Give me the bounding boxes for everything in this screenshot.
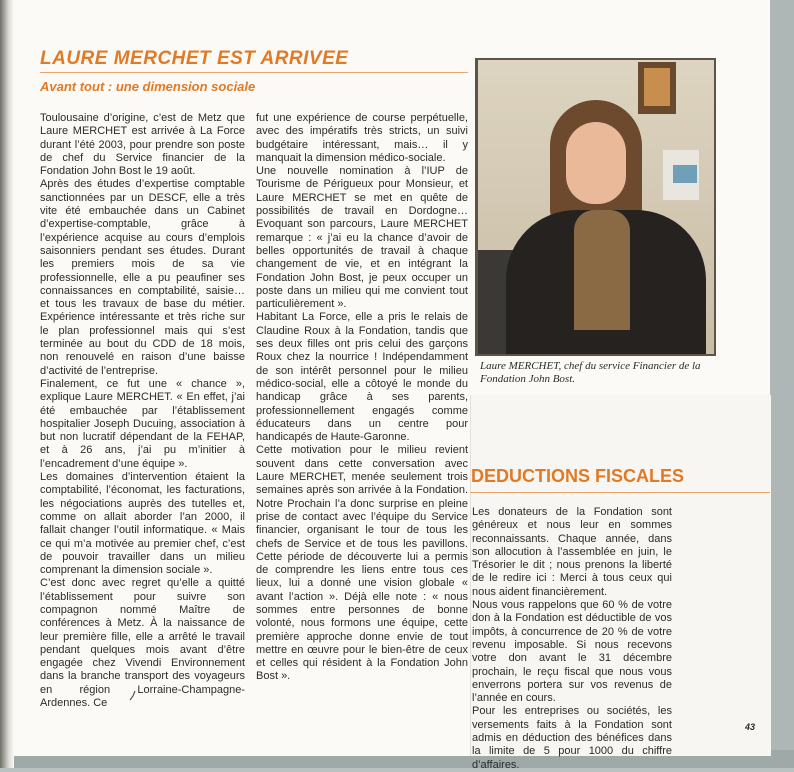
paragraph: Les donateurs de la Fondation sont généreux et nous leur en sommes reconnaissants. Chaque année, dans son allocution à l’assemblée en juin, le Trésorier le dit ; nous prenons la liberté de le redire ici : Merci à tous ceux qui nous aident financièrement. bbox=[472, 506, 672, 598]
person-face bbox=[566, 122, 626, 204]
sidebar-divider bbox=[470, 492, 770, 493]
page-number: 43 bbox=[745, 722, 756, 732]
article-title: LAURE MERCHET EST ARRIVEE bbox=[40, 48, 349, 69]
title-divider bbox=[40, 72, 468, 73]
paragraph: Cette motivation pour le milieu revient souvent dans cette conversation avec Laure MERCHET, menée seulement trois semaines après son arrivée à la Fondation. Notre Prochain l’a donc surprise en pleine prise de contact avec l’équipe du Service financier, organisant le tour de tous les chefs de Service et de tous les pavillons. Cette période de découverte lui a permis de comprendre les liens entre tous ces lieux, lui a donné une vision globale « avant l’action ». Déjà elle note : « nous sommes entre personnes de bonne volonté, nous formons une équipe, cette première approche donne envie de tout mettre en œuvre pour le bien-être de ceux et celles qui résident à la Fondation John Bost ». bbox=[256, 444, 468, 683]
sidebar-title: DEDUCTIONS FISCALES bbox=[471, 466, 685, 486]
binding-fold bbox=[0, 0, 14, 768]
paragraph: Une nouvelle nomination à l’IUP de Tourisme de Périgueux pour Monsieur, et Laure MERCHET se met en quête de possibilités de travail en Dordogne… Evoquant son parcours, Laure MERCHET remarque : « j’ai eu la chance d’avoir de belles opportunités de travail à chaque changement de vie, et en intégrant la Fondation John Bost, je peux occuper un poste dans un milieu qui me convient tout particulièrement ». bbox=[256, 165, 468, 311]
paragraph: Après des études d’expertise comptable sanctionnées par un DESCF, elle a très vite été embauchée dans un Cabinet d’expertise-comptable, grâce à l’expérience acquise au cours d’emplois saisonniers pendant ses études. Durant les premiers mois de sa vie professionnelle, elle a pu peaufiner ses connaissances en comptabilité, saisie… et tous les travaux de base du métier. Expérience intéressante et très riche sur le plan professionnel mais qui s’est terminée au bout du CDD de 18 mois, non renouvelé en raison d’une baisse d’activité de l’entreprise. bbox=[40, 178, 245, 377]
paragraph: Pour les entreprises ou sociétés, les versements faits à la Fondation sont admis en déduction des bénéfices dans la limite de 5 pour 1000 du chiffre d’affaires. bbox=[472, 705, 672, 771]
paragraph: Habitant La Force, elle a pris le relais de Claudine Roux à la Fondation, tandis que ses deux filles ont pris celui des garçons Roux chez la nourrice ! Indépendamment de son intérêt personnel pour le milieu médico-social, elle a côtoyé le monde du handicap grâce à ses parents, professionnellement engagés comme éducateurs dans un centre pour handicapés de Haute-Garonne. bbox=[256, 311, 468, 444]
sidebar-text bbox=[472, 506, 672, 772]
pen-mark bbox=[128, 690, 138, 702]
paragraph: Les domaines d’intervention étaient la comptabilité, l’économat, les facturations, les négociations auprès des tutelles et, comme on allait aborder l’an 2000, il fallait changer l’outil informatique. « Mais ce qui m’a motivée au premier chef, c’est de pouvoir travailler dans un milieu comprenant la dimension sociale ». bbox=[40, 471, 245, 577]
postcard-image bbox=[673, 165, 697, 183]
article-column-2 bbox=[256, 112, 468, 684]
paragraph: fut une expérience de course perpétuelle, avec des impératifs très stricts, un suivi budgétaire intéressant, mais… il y manquait la dimension médico-sociale. bbox=[256, 112, 468, 164]
paragraph: Toulousaine d’origine, c’est de Metz que Laure MERCHET est arrivée à La Force durant l’été 2003, pour prendre son poste de chef du Service financier de la Fondation John Bost le 19 août. bbox=[40, 112, 245, 178]
article-column-1 bbox=[40, 112, 245, 710]
photo-caption: Laure MERCHET, chef du service Financier de la Fondation John Bost. bbox=[480, 360, 701, 385]
paragraph: C’est donc avec regret qu’elle a quitté l’établissement pour suivre son compagnon nommé Maître de conférences à Metz. À la naissance de leur première fille, elle a arrêté le travail pendant quelques mois avant d’être engagée chez Vivendi Environnement dans la branche transport des voyageurs en région Lorraine-Champagne-Ardennes. Ce bbox=[40, 577, 245, 710]
portrait-photo bbox=[478, 60, 714, 354]
person-sweater bbox=[574, 210, 630, 330]
paragraph: Nous vous rappelons que 60 % de votre don à la Fondation est déductible de vos impôts, à concurrence de 20 % de votre revenu imposable. Si nous recevons votre don avant le 31 décembre prochain, le reçu fiscal que nous vous enverrons portera sur vos revenus de l’année en cours. bbox=[472, 599, 672, 705]
article-subtitle: Avant tout : une dimension sociale bbox=[40, 79, 256, 94]
wall-painting-canvas bbox=[644, 68, 670, 106]
paragraph: Finalement, ce fut une « chance », explique Laure MERCHET. « En effet, j’ai été embauchée par l’établissement hospitalier Joseph Ducuing, association à but non lucratif dépendant de la FEHAP, et à 26 ans, j’ai pu m’initier à l’encadrement d’une équipe ». bbox=[40, 377, 245, 470]
